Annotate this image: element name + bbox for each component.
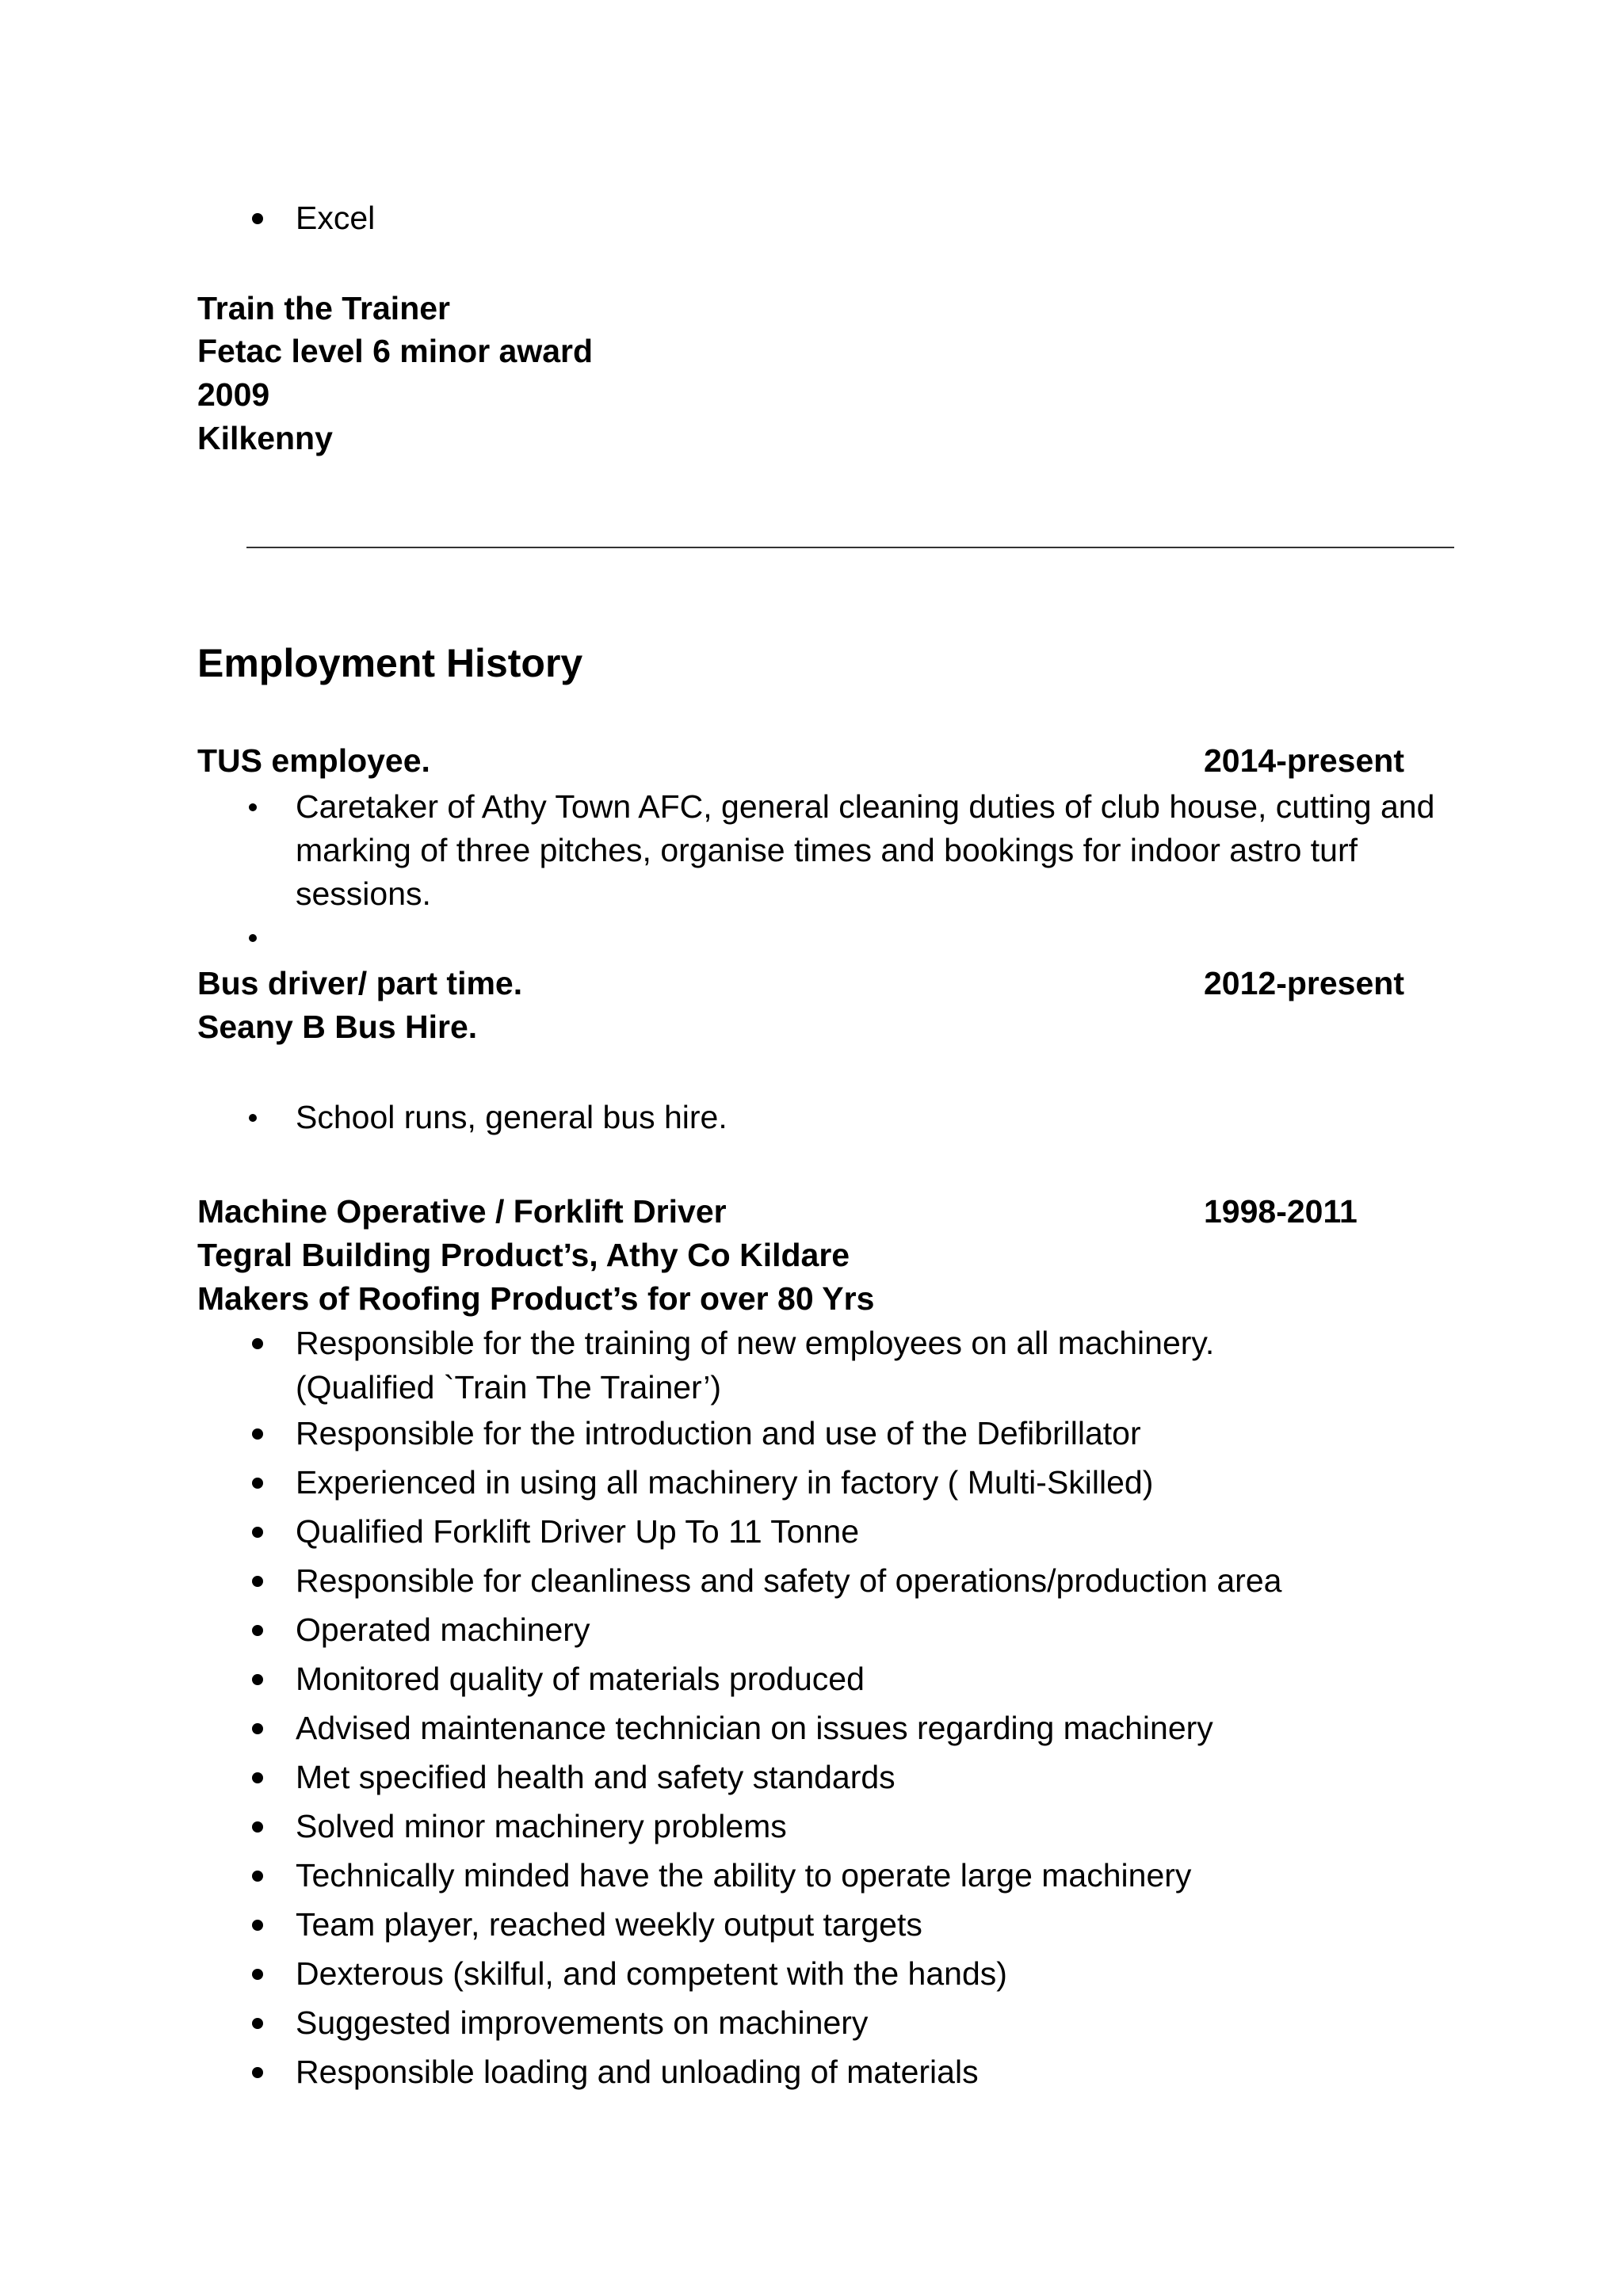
job-item: Suggested improvements on machinery	[296, 2004, 869, 2041]
job-company: Seany B Bus Hire.	[197, 1009, 478, 1045]
bullet-icon	[252, 1759, 268, 1797]
bullet-icon	[249, 788, 265, 826]
job-description-line: marking of three pitches, organise times and bookings for indoor astro turf	[296, 832, 1358, 868]
bullet-icon	[252, 2054, 268, 2092]
job-description-line: sessions.	[296, 875, 431, 912]
bullet-icon	[252, 1906, 268, 1944]
bullet-icon	[249, 1099, 265, 1137]
training-location: Kilkenny	[197, 420, 333, 456]
bullet-icon	[252, 1562, 268, 1600]
job-title: Bus driver/ part time.	[197, 965, 523, 1001]
bullet-icon	[252, 1955, 268, 1993]
bullet-icon	[252, 1513, 268, 1551]
bullet-icon	[252, 1661, 268, 1699]
job-item: Qualified Forklift Driver Up To 11 Tonne	[296, 1513, 859, 1550]
job-item-continuation: (Qualified `Train The Trainer’)	[296, 1369, 721, 1405]
job-description-line: Caretaker of Athy Town AFC, general cleaning duties of club house, cutting and	[296, 788, 1435, 825]
job-item: Team player, reached weekly output targets	[296, 1906, 922, 1943]
bullet-icon	[252, 1611, 268, 1650]
job-item: Technically minded have the ability to operate large machinery	[296, 1857, 1192, 1894]
bullet-icon	[252, 1710, 268, 1748]
bullet-icon	[252, 2004, 268, 2042]
job-tagline: Makers of Roofing Product’s for over 80 Yrs	[197, 1280, 875, 1317]
training-year: 2009	[197, 376, 270, 413]
bullet-icon	[252, 1808, 268, 1846]
job-company: Tegral Building Product’s, Athy Co Kildare	[197, 1237, 850, 1273]
job-title: Machine Operative / Forklift Driver	[197, 1193, 727, 1230]
job-item: Solved minor machinery problems	[296, 1808, 787, 1844]
job-dates: 2012-present	[1204, 965, 1404, 1001]
bullet-icon	[252, 1464, 268, 1502]
job-item: Operated machinery	[296, 1611, 590, 1648]
job-item: School runs, general bus hire.	[296, 1099, 727, 1135]
empty-bullet-icon	[249, 919, 265, 957]
job-dates: 2014-present	[1204, 742, 1404, 779]
job-item: Responsible for the introduction and use of the Defibrillator	[296, 1415, 1141, 1451]
employment-heading: Employment History	[197, 641, 583, 685]
section-divider	[246, 547, 1454, 548]
training-award: Fetac level 6 minor award	[197, 333, 594, 369]
bullet-icon	[252, 1325, 268, 1363]
bullet-icon	[252, 200, 268, 238]
job-title: TUS employee.	[197, 742, 430, 779]
job-dates: 1998-2011	[1204, 1193, 1358, 1230]
job-item: Responsible loading and unloading of materials	[296, 2054, 979, 2090]
job-item: Advised maintenance technician on issues regarding machinery	[296, 1710, 1213, 1746]
job-item: Met specified health and safety standards	[296, 1759, 896, 1795]
job-item: Monitored quality of materials produced	[296, 1661, 865, 1697]
training-title: Train the Trainer	[197, 290, 450, 326]
job-item: Dexterous (skilful, and competent with the hands)	[296, 1955, 1007, 1992]
job-item: Responsible for the training of new employees on all machinery.	[296, 1325, 1215, 1361]
bullet-icon	[252, 1857, 268, 1895]
job-item: Experienced in using all machinery in factory ( Multi-Skilled)	[296, 1464, 1154, 1501]
skill-item: Excel	[296, 200, 376, 236]
job-item: Responsible for cleanliness and safety of operations/production area	[296, 1562, 1282, 1599]
bullet-icon	[252, 1415, 268, 1453]
